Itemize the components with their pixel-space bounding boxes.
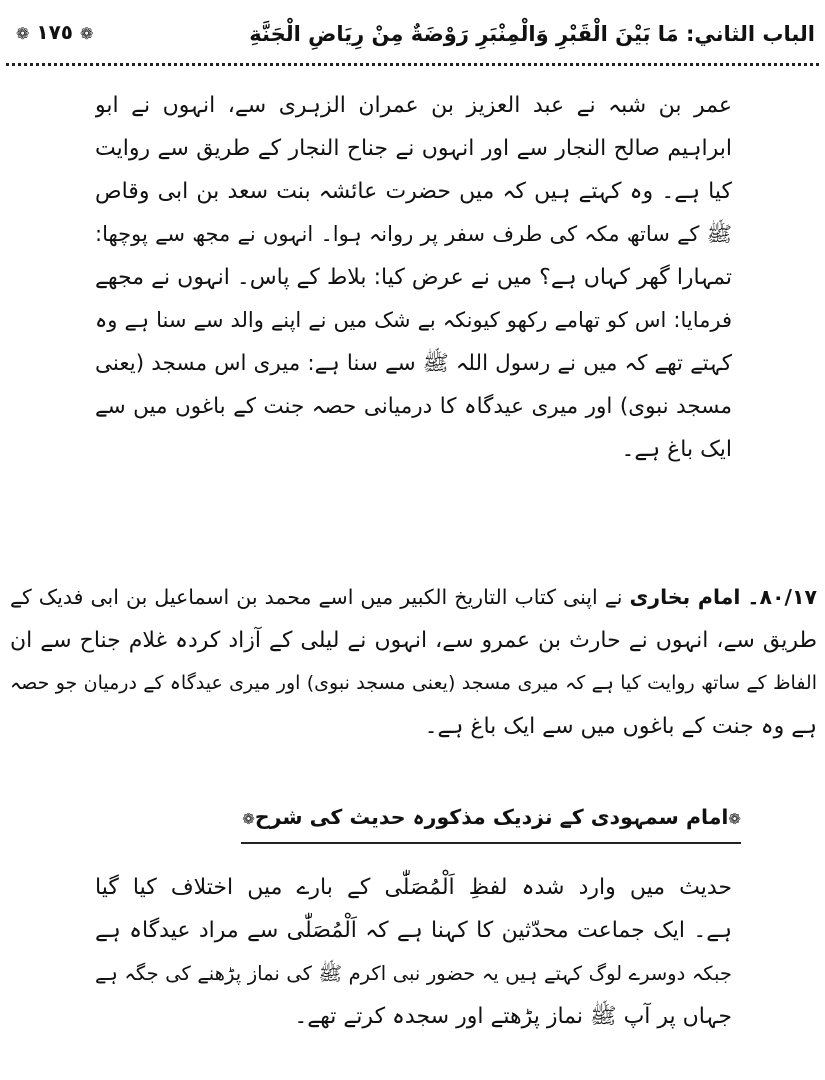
ornament-right-icon: ❁ — [79, 24, 94, 43]
text-line: ہے وہ جنت کے باغوں میں سے ایک باغ ہے۔ — [424, 714, 817, 739]
header-dotted-rule — [6, 63, 819, 71]
text-line: ابراہیم صالح النجار سے اور انہوں نے جناح النجار کے طریق سے روایت — [95, 136, 732, 161]
text-span: نے اپنی کتاب التاریخ الکبیر میں اسے محمد بن اسماعیل بن ابی فدیک کے — [10, 585, 623, 609]
text-line: فرمایا: اس کو تھامے رکھو کیونکہ بے شک میں نے اپنے والد سے سنا ہے وہ — [95, 308, 732, 332]
section-heading-text: امام سمہودی کے نزدیک مذکورہ حدیث کی شرح — [254, 805, 729, 829]
text-line: طریق سے، انہوں نے حارث بن عمرو سے، انہوں نے لیلی کے آزاد کردہ غلام جناح سے ان — [10, 628, 817, 653]
page-number: ١٧٥ — [36, 20, 73, 44]
text-line: جہاں پر آپ ﷺ نماز پڑھتے اور سجدہ کرتے تھے۔ — [294, 1004, 732, 1029]
page-header — [6, 8, 819, 64]
text-line: کہتے تھے کہ میں نے رسول اللہ ﷺ سے سنا ہے: میری اس مسجد (یعنی — [95, 351, 732, 376]
text-line: ہے۔ ایک جماعت محدّثین کا کہنا ہے کہ اَلْمُصَلّٰی سے مراد عیدگاہ ہے — [95, 918, 732, 943]
text-line: ایک باغ ہے۔ — [621, 437, 732, 462]
page-number-block — [16, 20, 93, 44]
heading-ornament-left-icon: ❁ — [242, 810, 255, 828]
text-line: مسجد نبوی) اور میری عیدگاہ کا درمیانی حصہ جنت کے باغوں میں سے — [95, 394, 732, 419]
text-line: الفاظ کے ساتھ روایت کیا ہے کہ میری مسجد (یعنی مسجد نبوی) اور میری عیدگاہ کے درمیان جو حصہ — [10, 672, 817, 694]
text-line: حدیث میں وارد شدہ لفظِ اَلْمُصَلّٰی کے بارے میں اختلاف کیا گیا — [95, 875, 732, 900]
hadith-narrator: امام بخاری — [629, 585, 741, 609]
hadith-ref-number: ٨٠/١٧۔ — [747, 585, 817, 609]
text-line-first — [10, 576, 817, 619]
paragraph-1 — [95, 84, 732, 471]
text-line: تمہارا گھر کہاں ہے؟ میں نے عرض کیا: بلاط کے پاس۔ انہوں نے مجھے — [95, 265, 732, 290]
section-heading — [241, 792, 741, 844]
heading-ornament-right-icon: ❁ — [728, 810, 741, 828]
paragraph-3 — [95, 866, 732, 1038]
chapter-title: الباب الثاني: مَا بَيْنَ الْقَبْرِ وَالْمِنْبَرِ رَوْضَةٌ مِنْ رِيَاضِ الْجَنَّةِ — [249, 22, 815, 46]
text-line: جبکہ دوسرے لوگ کہتے ہیں یہ حضور نبی اکرم ﷺ کی نماز پڑھنے کی جگہ ہے — [95, 962, 732, 985]
text-line: کیا ہے۔ وہ کہتے ہیں کہ میں حضرت عائشہ بنت سعد بن ابی وقاص — [95, 179, 732, 204]
text-line: عمر بن شبہ نے عبد العزیز بن عمران الزہری سے، انہوں نے ابو — [95, 93, 732, 118]
paragraph-2 — [10, 576, 817, 748]
text-line: ﷺ کے ساتھ مکہ کی طرف سفر پر روانہ ہوا۔ انہوں نے مجھ سے پوچھا: — [95, 222, 732, 246]
ornament-left-icon: ❁ — [16, 24, 30, 43]
